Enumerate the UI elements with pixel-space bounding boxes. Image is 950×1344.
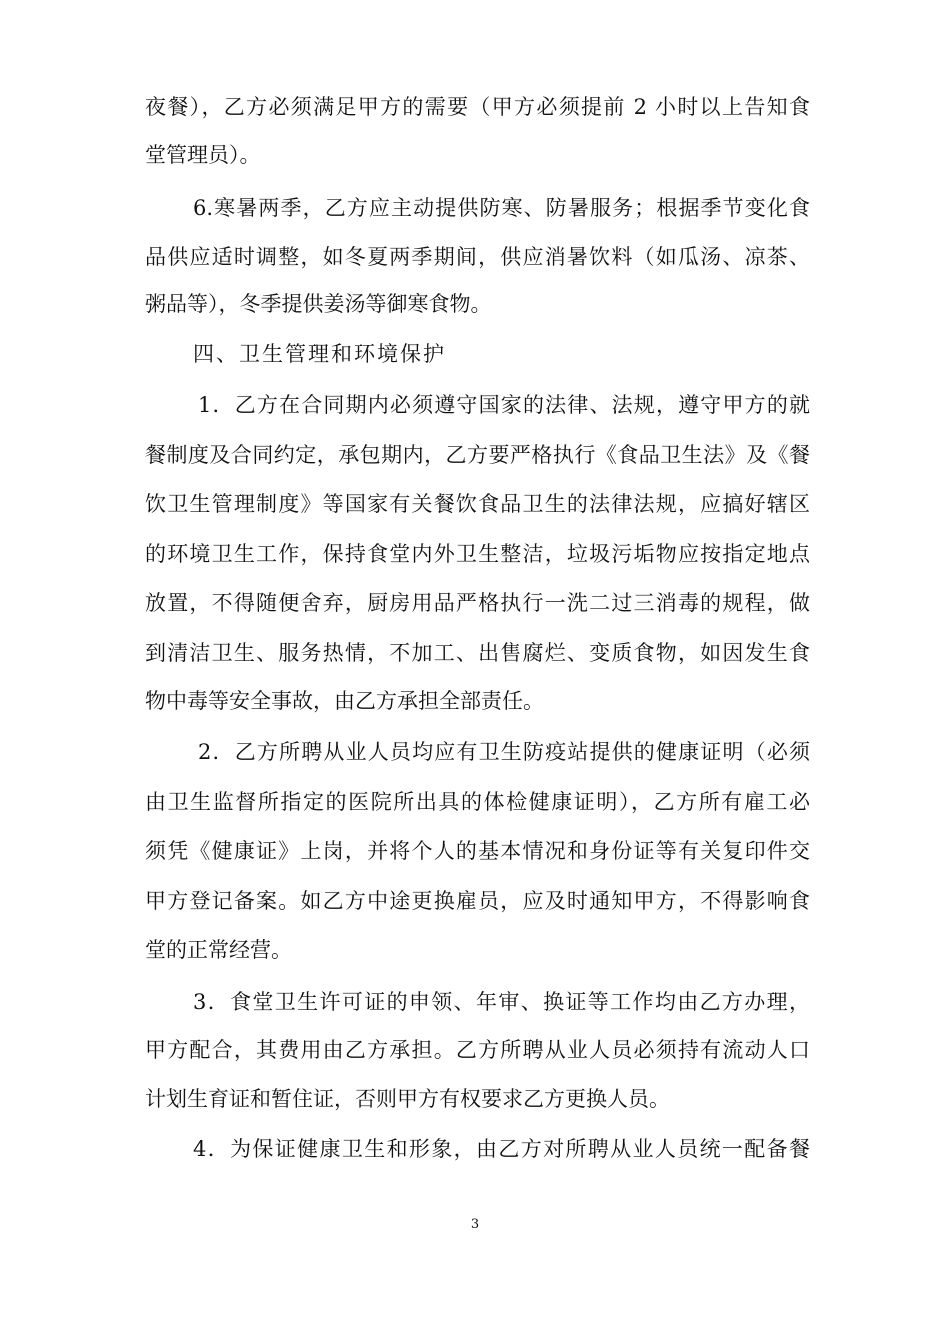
page-number: 3 (470, 1217, 480, 1232)
text-line: 计划生育证和暂住证，否则甲方有权要求乙方更换人员。 (145, 1087, 670, 1111)
text-line: 饮卫生管理制度》等国家有关餐饮食品卫生的法律法规，应搞好辖区 (145, 492, 810, 516)
text-line: 堂管理员）。 (145, 143, 261, 167)
text-line: 品供应适时调整，如冬夏两季期间，供应消暑饮料（如瓜汤、凉茶、 (145, 245, 810, 269)
paragraph-start-line: 2．乙方所聘从业人员均应有卫生防疫站提供的健康证明（必须 (198, 740, 810, 764)
text-line: 须凭《健康证》上岗，并将个人的基本情况和身份证等有关复印件交 (145, 839, 810, 863)
text-line: 由卫生监督所指定的医院所出具的体检健康证明），乙方所有雇工必 (145, 790, 810, 814)
text-line: 甲方配合，其费用由乙方承担。乙方所聘从业人员必须持有流动人口 (145, 1038, 810, 1062)
paragraph-start-line: 4．为保证健康卫生和形象，由乙方对所聘从业人员统一配备餐 (193, 1137, 810, 1161)
text-line: 餐制度及合同约定，承包期内，乙方要严格执行《食品卫生法》及《餐 (145, 443, 810, 467)
text-line: 粥品等），冬季提供姜汤等御寒食物。 (145, 292, 492, 316)
text-line: 放置，不得随便舍弃，厨房用品严格执行一洗二过三消毒的规程，做 (145, 591, 810, 615)
text-line: 夜餐），乙方必须满足甲方的需要（甲方必须提前 2 小时以上告知食 (145, 95, 810, 119)
paragraph-start-line: 3．食堂卫生许可证的申领、年审、换证等工作均由乙方办理， (193, 990, 810, 1014)
paragraph-start-line: 6.寒暑两季，乙方应主动提供防寒、防暑服务；根据季节变化食 (193, 196, 810, 220)
text-line: 的环境卫生工作，保持食堂内外卫生整洁，垃圾污垢物应按指定地点 (145, 542, 810, 566)
text-line: 到清洁卫生、服务热情，不加工、出售腐烂、变质食物，如因发生食 (145, 641, 810, 665)
paragraph-start-line: 1．乙方在合同期内必须遵守国家的法律、法规，遵守甲方的就 (198, 393, 810, 417)
section-heading: 四、卫生管理和环境保护 (193, 342, 446, 366)
text-line: 物中毒等安全事故，由乙方承担全部责任。 (145, 689, 544, 713)
text-line: 甲方登记备案。如乙方中途更换雇员，应及时通知甲方，不得影响食 (145, 889, 810, 913)
text-line: 堂的正常经营。 (145, 938, 292, 962)
